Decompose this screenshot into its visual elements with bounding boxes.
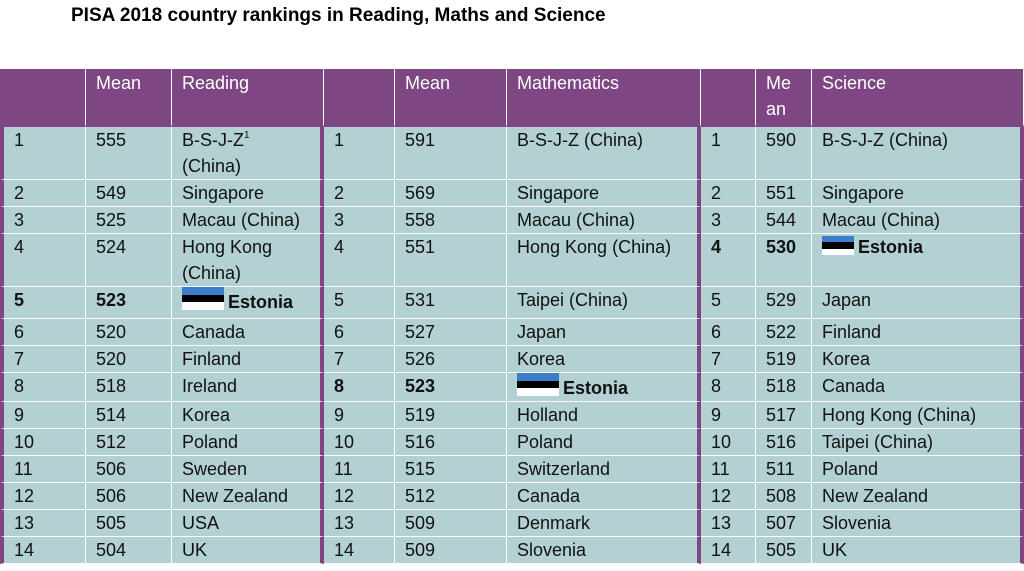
country-name: Slovenia [822, 513, 892, 533]
country-name: Holland [517, 405, 579, 425]
math-country-cell [507, 127, 701, 180]
reading-country-cell [172, 127, 324, 180]
table-row [0, 483, 1024, 510]
estonia-flag-icon [182, 287, 224, 310]
reading-country-cell [172, 483, 324, 510]
rankings-table [0, 69, 1024, 564]
country-name-line2: (China) [182, 263, 242, 283]
reading-mean-cell: 504 [86, 537, 172, 564]
math-mean-cell: 551 [395, 234, 507, 287]
reading-country-cell [172, 456, 324, 483]
reading-country-cell [172, 373, 324, 402]
country-name: Poland [182, 432, 239, 452]
reading-rank-cell: 12 [0, 483, 86, 510]
country-name-line2: (China) [182, 156, 242, 176]
reading-mean-cell: 506 [86, 456, 172, 483]
science-mean-cell: 544 [756, 207, 812, 234]
math-mean-cell: 509 [395, 510, 507, 537]
reading-country-cell [172, 429, 324, 456]
country-name: Canada [822, 376, 886, 396]
table-row [0, 287, 1024, 319]
country-name: Poland [822, 459, 879, 479]
science-country-cell [812, 483, 1024, 510]
reading-country-cell [172, 234, 324, 287]
country-name: New Zealand [822, 486, 929, 506]
science-country-cell [812, 180, 1024, 207]
country-name: UK [182, 540, 208, 560]
country-name: Macau (China) [822, 210, 941, 230]
math-rank-cell: 7 [324, 346, 395, 373]
header-reading-rank [0, 69, 86, 127]
math-rank-cell: 14 [324, 537, 395, 564]
math-mean-cell: 523 [395, 373, 507, 402]
science-rank-cell: 3 [701, 207, 756, 234]
country-name: Hong Kong [182, 237, 273, 257]
math-mean-cell: 516 [395, 429, 507, 456]
science-mean-cell: 505 [756, 537, 812, 564]
country-name: B-S-J-Z (China) [822, 130, 949, 150]
table-row [0, 207, 1024, 234]
reading-country-cell [172, 207, 324, 234]
math-country-cell [507, 234, 701, 287]
math-mean-cell: 515 [395, 456, 507, 483]
science-country-cell [812, 510, 1024, 537]
math-country-cell [507, 346, 701, 373]
country-name: B-S-J-Z (China) [517, 130, 644, 150]
reading-mean-cell: 555 [86, 127, 172, 180]
country-name: Estonia [228, 292, 294, 312]
science-rank-cell: 1 [701, 127, 756, 180]
science-mean-cell: 519 [756, 346, 812, 373]
reading-mean-cell: 520 [86, 319, 172, 346]
country-name: Macau (China) [182, 210, 301, 230]
math-mean-cell: 569 [395, 180, 507, 207]
table-row [0, 456, 1024, 483]
country-name: Hong Kong (China) [822, 405, 977, 425]
table-row [0, 429, 1024, 456]
science-country-cell [812, 346, 1024, 373]
math-country-cell [507, 537, 701, 564]
table-row [0, 346, 1024, 373]
math-rank-cell: 3 [324, 207, 395, 234]
science-mean-cell: 590 [756, 127, 812, 180]
math-mean-cell: 591 [395, 127, 507, 180]
country-name: Estonia [858, 237, 924, 257]
country-name: Hong Kong (China) [517, 237, 672, 257]
science-rank-cell: 14 [701, 537, 756, 564]
country-name: Ireland [182, 376, 238, 396]
math-country-cell [507, 456, 701, 483]
science-rank-cell: 6 [701, 319, 756, 346]
country-name: USA [182, 513, 220, 533]
estonia-flag-icon [517, 373, 559, 396]
reading-rank-cell: 3 [0, 207, 86, 234]
header-science-rank [701, 69, 756, 127]
math-rank-cell: 8 [324, 373, 395, 402]
country-name: UK [822, 540, 848, 560]
science-mean-cell: 511 [756, 456, 812, 483]
reading-mean-cell: 512 [86, 429, 172, 456]
country-name: Macau (China) [517, 210, 636, 230]
header-science-mean [756, 69, 812, 127]
math-rank-cell: 6 [324, 319, 395, 346]
header-science: Science [812, 69, 1024, 127]
reading-rank-cell: 9 [0, 402, 86, 429]
math-rank-cell: 9 [324, 402, 395, 429]
reading-rank-cell: 5 [0, 287, 86, 319]
math-mean-cell: 531 [395, 287, 507, 319]
country-name: Denmark [517, 513, 591, 533]
country-name: Switzerland [517, 459, 611, 479]
science-rank-cell: 4 [701, 234, 756, 287]
math-rank-cell: 5 [324, 287, 395, 319]
science-mean-cell: 516 [756, 429, 812, 456]
country-name: Singapore [517, 183, 600, 203]
math-country-cell [507, 180, 701, 207]
math-country-cell [507, 207, 701, 234]
reading-mean-cell: 514 [86, 402, 172, 429]
footnote-marker: 1 [244, 130, 250, 141]
math-rank-cell: 13 [324, 510, 395, 537]
reading-rank-cell: 7 [0, 346, 86, 373]
science-mean-cell: 518 [756, 373, 812, 402]
country-name: Singapore [182, 183, 265, 203]
header-mathematics: Mathematics [507, 69, 701, 127]
math-country-cell [507, 510, 701, 537]
science-mean-cell: 507 [756, 510, 812, 537]
science-country-cell [812, 537, 1024, 564]
reading-mean-cell: 525 [86, 207, 172, 234]
reading-rank-cell: 2 [0, 180, 86, 207]
science-country-cell [812, 429, 1024, 456]
country-name: Taipei (China) [517, 290, 629, 310]
table-row [0, 373, 1024, 402]
country-name: Finland [822, 322, 882, 342]
country-name: Korea [822, 349, 871, 369]
page-title: PISA 2018 country rankings in Reading, Maths and Science [71, 5, 606, 26]
reading-country-cell [172, 510, 324, 537]
science-mean-cell: 530 [756, 234, 812, 287]
table-row [0, 537, 1024, 564]
country-name: Singapore [822, 183, 905, 203]
country-name: New Zealand [182, 486, 289, 506]
science-rank-cell: 12 [701, 483, 756, 510]
reading-mean-cell: 524 [86, 234, 172, 287]
math-country-cell [507, 319, 701, 346]
science-rank-cell: 11 [701, 456, 756, 483]
reading-rank-cell: 6 [0, 319, 86, 346]
science-country-cell [812, 127, 1024, 180]
math-rank-cell: 12 [324, 483, 395, 510]
header-math-mean: Mean [395, 69, 507, 127]
science-rank-cell: 8 [701, 373, 756, 402]
science-country-cell [812, 319, 1024, 346]
math-country-cell [507, 287, 701, 319]
science-rank-cell: 10 [701, 429, 756, 456]
table-row [0, 402, 1024, 429]
math-mean-cell: 509 [395, 537, 507, 564]
science-mean-cell: 551 [756, 180, 812, 207]
math-mean-cell: 527 [395, 319, 507, 346]
header-science-mean-part2: an [766, 99, 787, 119]
table-row [0, 180, 1024, 207]
science-rank-cell: 9 [701, 402, 756, 429]
reading-mean-cell: 523 [86, 287, 172, 319]
reading-rank-cell: 11 [0, 456, 86, 483]
math-country-cell [507, 402, 701, 429]
country-name: Estonia [563, 378, 629, 398]
reading-country-cell [172, 346, 324, 373]
reading-mean-cell: 505 [86, 510, 172, 537]
science-country-cell [812, 456, 1024, 483]
header-science-mean-part1: Me [766, 73, 792, 93]
science-rank-cell: 2 [701, 180, 756, 207]
reading-mean-cell: 506 [86, 483, 172, 510]
reading-rank-cell: 13 [0, 510, 86, 537]
science-mean-cell: 508 [756, 483, 812, 510]
reading-mean-cell: 549 [86, 180, 172, 207]
reading-country-cell [172, 180, 324, 207]
science-country-cell [812, 287, 1024, 319]
math-mean-cell: 512 [395, 483, 507, 510]
math-mean-cell: 519 [395, 402, 507, 429]
math-rank-cell: 1 [324, 127, 395, 180]
country-name: Taipei (China) [822, 432, 934, 452]
science-mean-cell: 522 [756, 319, 812, 346]
country-name: Poland [517, 432, 574, 452]
country-name: Japan [517, 322, 567, 342]
country-name: Japan [822, 290, 872, 310]
reading-mean-cell: 518 [86, 373, 172, 402]
reading-rank-cell: 8 [0, 373, 86, 402]
science-rank-cell: 5 [701, 287, 756, 319]
reading-country-cell [172, 319, 324, 346]
country-name: Canada [182, 322, 246, 342]
reading-rank-cell: 14 [0, 537, 86, 564]
reading-rank-cell: 4 [0, 234, 86, 287]
reading-country-cell [172, 537, 324, 564]
country-name: Sweden [182, 459, 248, 479]
country-name: B-S-J-Z [182, 130, 244, 150]
country-name: Korea [182, 405, 231, 425]
math-rank-cell: 11 [324, 456, 395, 483]
math-mean-cell: 558 [395, 207, 507, 234]
math-country-cell [507, 373, 701, 402]
reading-rank-cell: 10 [0, 429, 86, 456]
country-name: Korea [517, 349, 566, 369]
reading-country-cell [172, 287, 324, 319]
country-name: Finland [182, 349, 242, 369]
estonia-flag-icon [822, 236, 854, 255]
science-mean-cell: 517 [756, 402, 812, 429]
reading-mean-cell: 520 [86, 346, 172, 373]
country-name: Slovenia [517, 540, 587, 560]
header-math-rank [324, 69, 395, 127]
math-rank-cell: 2 [324, 180, 395, 207]
science-country-cell [812, 207, 1024, 234]
header-reading-mean: Mean [86, 69, 172, 127]
reading-rank-cell: 1 [0, 127, 86, 180]
country-name: Canada [517, 486, 581, 506]
reading-country-cell [172, 402, 324, 429]
science-mean-cell: 529 [756, 287, 812, 319]
math-country-cell [507, 429, 701, 456]
math-country-cell [507, 483, 701, 510]
math-rank-cell: 4 [324, 234, 395, 287]
math-rank-cell: 10 [324, 429, 395, 456]
header-row [0, 69, 1024, 127]
table-row [0, 234, 1024, 287]
science-rank-cell: 7 [701, 346, 756, 373]
science-country-cell [812, 373, 1024, 402]
table-row [0, 127, 1024, 180]
table-row [0, 510, 1024, 537]
table-row [0, 319, 1024, 346]
header-reading: Reading [172, 69, 324, 127]
science-rank-cell: 13 [701, 510, 756, 537]
science-country-cell [812, 234, 1024, 287]
math-mean-cell: 526 [395, 346, 507, 373]
science-country-cell [812, 402, 1024, 429]
